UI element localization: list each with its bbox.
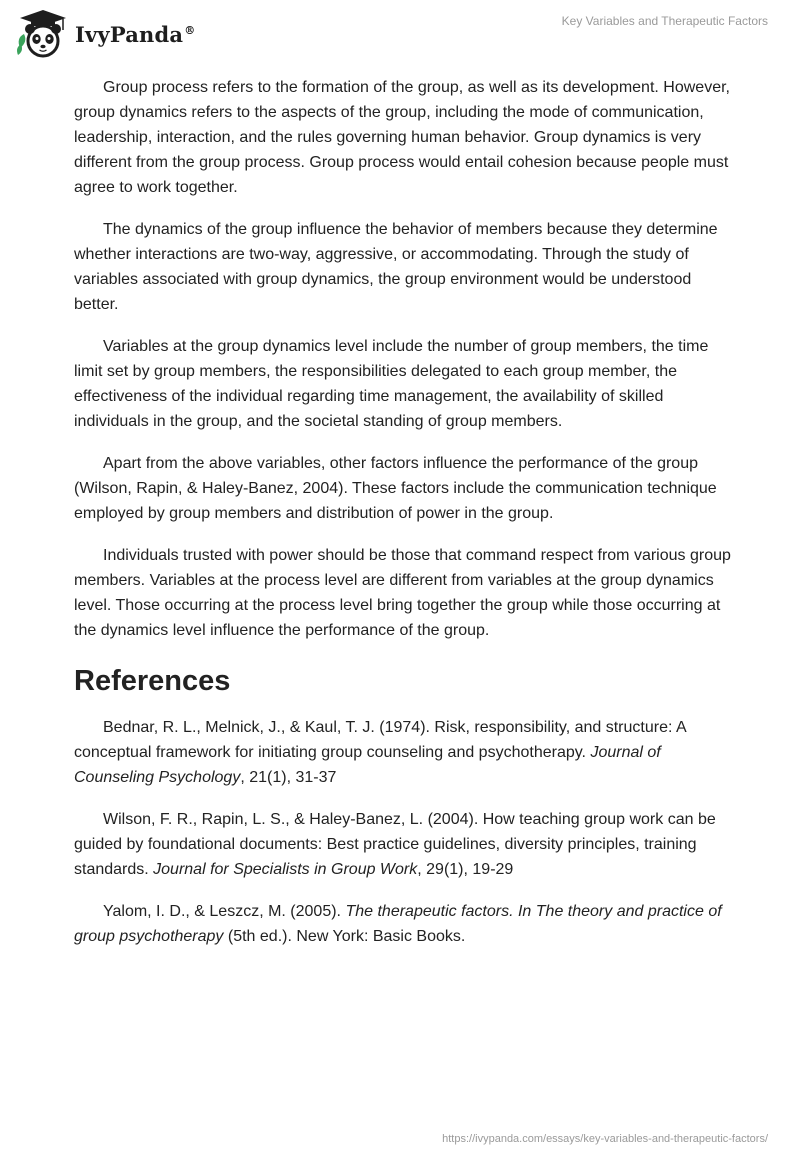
reference-journal: Journal of Counseling Psychology — [74, 744, 661, 786]
reference-entry — [74, 715, 734, 790]
body-paragraph: The dynamics of the group influence the behavior of members because they determine whether interactions are two-way, aggressive, or accommodating. Through the study of variables associated with group dynamics, the group environment would be understood better. — [74, 221, 718, 313]
logo-text: IvyPanda® — [75, 21, 196, 47]
reference-text: Bednar, R. L., Melnick, J., & Kaul, T. J. (1974). Risk, responsibility, and structure: A conceptual framework for initiating group counseling and psychotherapy. — [74, 719, 686, 761]
document-title: Key Variables and Therapeutic Factors — [561, 14, 768, 28]
source-url[interactable]: https://ivypanda.com/essays/key-variables-and-therapeutic-factors/ — [442, 1133, 768, 1145]
body-paragraph: Individuals trusted with power should be those that command respect from various group members. Variables at the process level are different from variables at the group dynamics level. Those occurring at the process level bring together the group while those occurring at the dynamics level influence the performance of the group. — [74, 547, 731, 639]
reference-text: Wilson, F. R., Rapin, L. S., & Haley-Banez, L. (2004). How teaching group work can be guided by foundational documents: Best practice guidelines, diversity principles, training standards. — [74, 811, 716, 878]
references-heading: References — [74, 665, 231, 697]
essay-content — [74, 75, 734, 966]
reference-publisher: (5th ed.). New York: Basic Books. — [223, 928, 466, 945]
panda-graduate-icon — [14, 8, 72, 60]
ivypanda-logo[interactable] — [14, 8, 195, 60]
page-header — [0, 0, 800, 70]
body-paragraph: Group process refers to the formation of the group, as well as its development. However, group dynamics refers to the aspects of the group, including the mode of communication, leadership, interaction, and the rules governing human behavior. Group dynamics is very different from the group process. Group process would entail cohesion because people must agree to work together. — [74, 79, 730, 196]
reference-journal: Journal for Specialists in Group Work — [153, 861, 418, 878]
reference-volume: , 29(1), 19-29 — [417, 861, 514, 878]
reference-volume: , 21(1), 31-37 — [240, 769, 337, 786]
body-paragraph: Apart from the above variables, other factors influence the performance of the group (Wilson, Rapin, & Haley-Banez, 2004). These factors include the communication technique employed by group members and distribution of power in the group. — [74, 455, 717, 522]
reference-entry — [74, 899, 734, 949]
reference-text: Yalom, I. D., & Leszcz, M. (2005). — [103, 903, 346, 920]
reference-entry — [74, 807, 734, 882]
body-paragraph: Variables at the group dynamics level include the number of group members, the time limit set by group members, the responsibilities delegated to each group member, the effectiveness of the individual regarding time management, the availability of skilled individuals in the group, and the societal standing of group members. — [74, 338, 709, 430]
reference-title: The therapeutic factors. In The theory and practice of group psychotherapy — [74, 903, 722, 945]
